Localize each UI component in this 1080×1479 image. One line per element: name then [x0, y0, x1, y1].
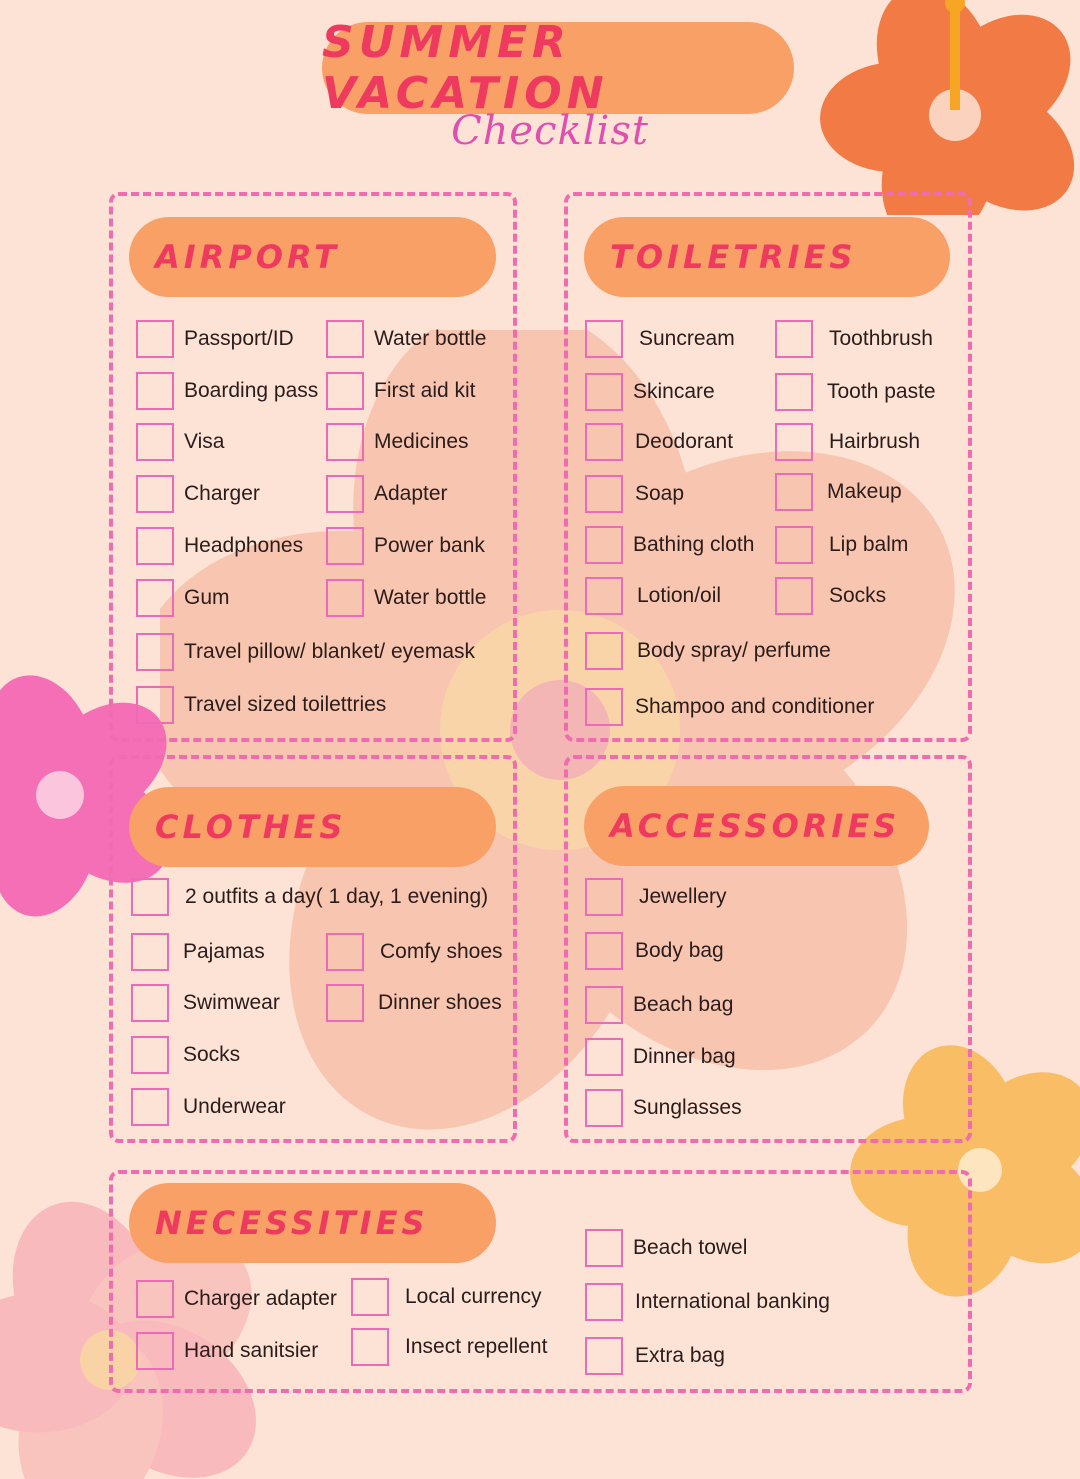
checklist-item[interactable]: Body bag [585, 930, 724, 972]
checkbox[interactable] [585, 878, 623, 916]
checklist-item[interactable]: Swimwear [131, 982, 280, 1024]
checkbox[interactable] [326, 320, 364, 358]
checkbox[interactable] [585, 1089, 623, 1127]
page-title: SUMMER VACATION [322, 17, 609, 119]
checkbox[interactable] [131, 1036, 169, 1074]
checkbox[interactable] [326, 984, 364, 1022]
checklist-item[interactable]: Insect repellent [351, 1326, 547, 1368]
checklist-item[interactable]: Suncream [585, 318, 735, 360]
checkbox[interactable] [136, 1332, 174, 1370]
checklist-item[interactable]: Visa [136, 421, 224, 463]
title-banner [322, 17, 794, 119]
checkbox[interactable] [351, 1278, 389, 1316]
accessories-heading: ACCESSORIES [584, 786, 929, 866]
checklist-item[interactable]: Toothbrush [775, 318, 933, 360]
checklist-item[interactable]: Beach bag [585, 984, 733, 1026]
checkbox[interactable] [136, 1280, 174, 1318]
checklist-item[interactable]: Hairbrush [775, 421, 920, 463]
checklist-item[interactable]: Travel pillow/ blanket/ eyemask [136, 631, 475, 673]
checkbox[interactable] [136, 372, 174, 410]
checklist-item[interactable]: Bathing cloth [585, 524, 754, 566]
checkbox[interactable] [585, 1283, 623, 1321]
checklist-item[interactable]: Socks [775, 575, 886, 617]
checkbox[interactable] [585, 1337, 623, 1375]
checklist-item[interactable]: Jewellery [585, 876, 727, 918]
checkbox[interactable] [136, 633, 174, 671]
checklist-item[interactable]: Comfy shoes [326, 931, 503, 973]
checkbox[interactable] [585, 373, 623, 411]
checklist-item[interactable]: Lotion/oil [585, 575, 721, 617]
checklist-item[interactable]: Hand sanitsier [136, 1330, 318, 1372]
toiletries-heading: TOILETRIES [584, 217, 950, 297]
checklist-item[interactable]: Local currency [351, 1276, 542, 1318]
checkbox[interactable] [131, 984, 169, 1022]
checkbox[interactable] [136, 527, 174, 565]
hibiscus-top-right-icon [820, 0, 1080, 215]
clothes-heading: CLOTHES [129, 787, 496, 867]
checklist-item[interactable]: Water bottle [326, 318, 486, 360]
checklist-item[interactable]: Body spray/ perfume [585, 630, 831, 672]
checklist-item[interactable]: Dinner bag [585, 1036, 736, 1078]
checklist-item[interactable]: Medicines [326, 421, 469, 463]
checklist-item[interactable]: Makeup [775, 471, 902, 513]
checklist-item[interactable]: Gum [136, 577, 230, 619]
checkbox[interactable] [131, 933, 169, 971]
checkbox[interactable] [326, 372, 364, 410]
checkbox[interactable] [775, 423, 813, 461]
checklist-item[interactable]: Tooth paste [775, 371, 936, 413]
checkbox[interactable] [775, 577, 813, 615]
checkbox[interactable] [326, 423, 364, 461]
checklist-item[interactable]: Beach towel [585, 1227, 747, 1269]
checkbox[interactable] [775, 526, 813, 564]
checkbox[interactable] [351, 1328, 389, 1366]
checklist-item[interactable]: Charger [136, 473, 260, 515]
checklist-item[interactable]: Extra bag [585, 1335, 725, 1377]
checklist-item[interactable]: Soap [585, 473, 684, 515]
checkbox[interactable] [775, 373, 813, 411]
checkbox[interactable] [326, 933, 364, 971]
necessities-heading: NECESSITIES [129, 1183, 496, 1263]
checkbox[interactable] [136, 320, 174, 358]
checkbox[interactable] [585, 632, 623, 670]
checklist-item[interactable]: First aid kit [326, 370, 476, 412]
checkbox[interactable] [585, 1229, 623, 1267]
checklist-item[interactable]: Water bottle [326, 577, 486, 619]
checklist-item[interactable]: Power bank [326, 525, 485, 567]
checkbox[interactable] [326, 527, 364, 565]
checkbox[interactable] [326, 579, 364, 617]
page-subtitle: Checklist [451, 108, 649, 154]
checklist-item[interactable]: Dinner shoes [326, 982, 502, 1024]
checklist-item[interactable]: Socks [131, 1034, 240, 1076]
checklist-item[interactable]: Skincare [585, 371, 715, 413]
checklist-item[interactable]: Pajamas [131, 931, 265, 973]
checkbox[interactable] [585, 577, 623, 615]
checkbox[interactable] [585, 423, 623, 461]
checklist-item[interactable]: Boarding pass [136, 370, 318, 412]
checkbox[interactable] [136, 475, 174, 513]
airport-heading: AIRPORT [129, 217, 496, 297]
checklist-item[interactable]: Headphones [136, 525, 303, 567]
checkbox[interactable] [585, 320, 623, 358]
checklist-item[interactable]: Shampoo and conditioner [585, 686, 874, 728]
checklist-item[interactable]: Deodorant [585, 421, 733, 463]
checklist-item[interactable]: Underwear [131, 1086, 286, 1128]
checkbox[interactable] [585, 688, 623, 726]
checklist-item[interactable]: Lip balm [775, 524, 908, 566]
checkbox[interactable] [585, 1038, 623, 1076]
checkbox[interactable] [131, 878, 169, 916]
checkbox[interactable] [136, 423, 174, 461]
checkbox[interactable] [136, 686, 174, 724]
checklist-item[interactable]: Charger adapter [136, 1278, 337, 1320]
checklist-item[interactable]: Travel sized toilettries [136, 684, 386, 726]
checkbox[interactable] [585, 932, 623, 970]
checklist-item[interactable]: 2 outfits a day( 1 day, 1 evening) [131, 876, 488, 918]
checkbox[interactable] [585, 526, 623, 564]
checklist-item[interactable]: Sunglasses [585, 1087, 742, 1129]
checklist-item[interactable]: Adapter [326, 473, 448, 515]
checkbox[interactable] [131, 1088, 169, 1126]
checkbox[interactable] [326, 475, 364, 513]
checkbox[interactable] [585, 475, 623, 513]
checkbox[interactable] [585, 986, 623, 1024]
checkbox[interactable] [775, 473, 813, 511]
checkbox[interactable] [136, 579, 174, 617]
checklist-item[interactable]: Passport/ID [136, 318, 294, 360]
checklist-item[interactable]: International banking [585, 1281, 830, 1323]
checkbox[interactable] [775, 320, 813, 358]
